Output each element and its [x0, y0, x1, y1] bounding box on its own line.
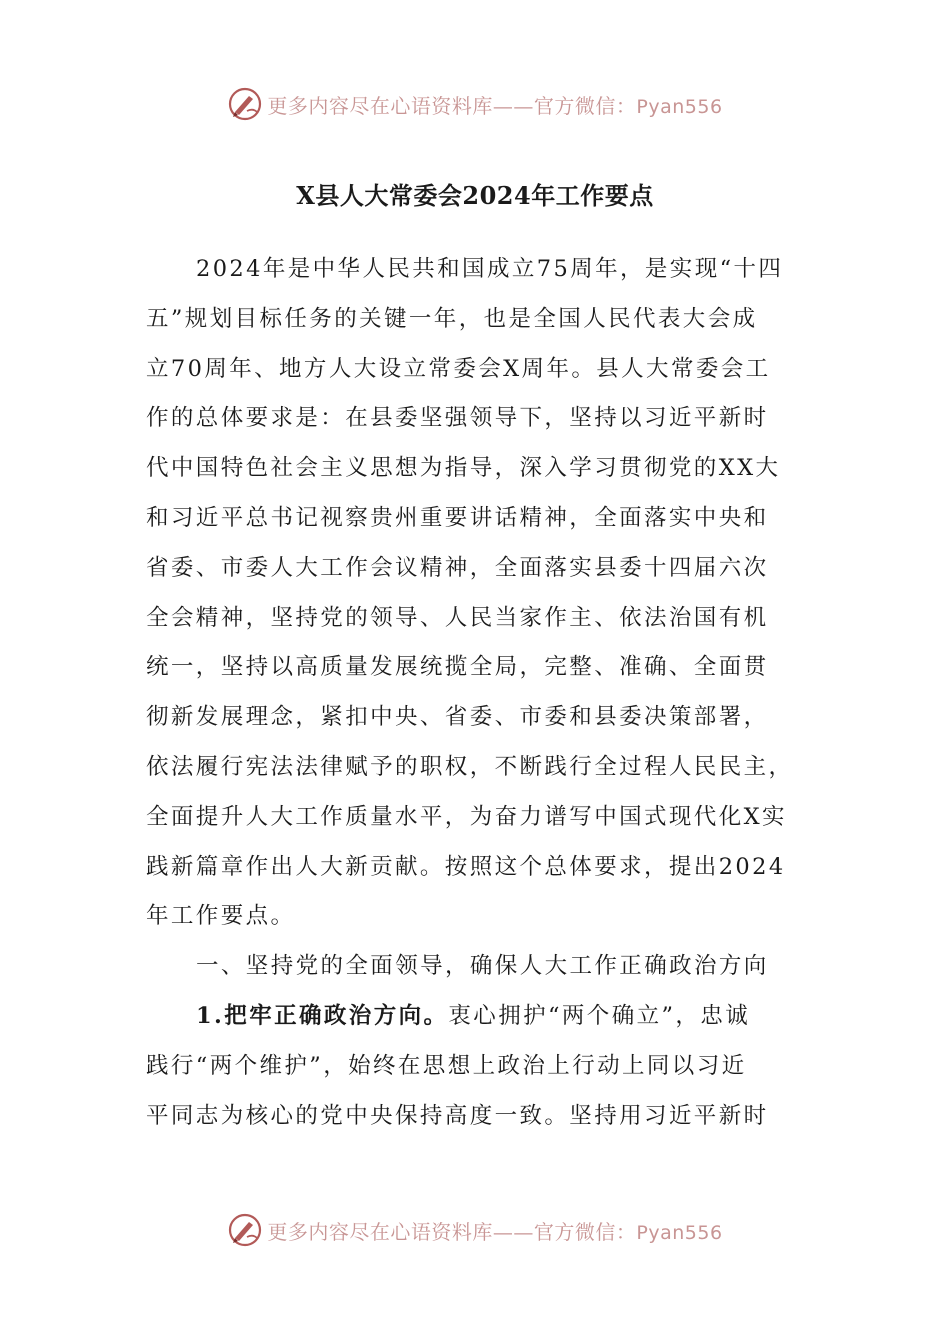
- paragraph-line: 五”规划目标任务的关键一年，也是全国人民代表大会成: [146, 305, 758, 332]
- item-1-text: 衷心拥护“两个确立”，忠诚: [448, 1002, 751, 1029]
- paragraph-line: 立70周年、地方人大设立常委会X周年。县人大常委会工: [146, 355, 771, 382]
- paragraph-line: 践新篇章作出人大新贡献。按照这个总体要求，提出2024: [146, 853, 786, 880]
- paragraph-line: 彻新发展理念，紧扣中央、省委、市委和县委决策部署，: [146, 704, 769, 731]
- paragraph-line: 全面提升人大工作质量水平，为奋力谱写中国式现代化X实: [146, 803, 787, 830]
- paragraph-line: 作的总体要求是：在县委坚强领导下，坚持以习近平新时: [146, 405, 769, 432]
- watermark-text: 更多内容尽在心语资料库——官方微信：Pyan556: [267, 1219, 723, 1244]
- paragraph-line: 和习近平总书记视察贵州重要讲话精神，全面落实中央和: [146, 504, 769, 531]
- paragraph-line: 依法履行宪法法律赋予的职权，不断践行全过程人民民主，: [146, 753, 794, 780]
- paragraph-line: 2024年是中华人民共和国成立75周年，是实现“十四: [196, 256, 784, 282]
- item-1-line: [146, 992, 806, 1042]
- pen-circle-icon: [227, 1212, 263, 1248]
- watermark-banner-top: [0, 84, 950, 124]
- watermark-text: 更多内容尽在心语资料库——官方微信：Pyan556: [267, 93, 723, 118]
- paragraph-line: 平同志为核心的党中央保持高度一致。坚持用习近平新时: [146, 1102, 769, 1129]
- paragraph-line: 统一，坚持以高质量发展统揽全局，完整、准确、全面贯: [146, 654, 769, 681]
- pen-circle-icon: [227, 86, 263, 122]
- paragraph-line: 全会精神，坚持党的领导、人民当家作主、依法治国有机: [146, 604, 769, 631]
- paragraph-line: 践行“两个维护”，始终在思想上政治上行动上同以习近: [146, 1052, 747, 1079]
- section-heading: 一、坚持党的全面领导，确保人大工作正确政治方向: [196, 953, 769, 980]
- paragraph-line: 省委、市委人大工作会议精神，全面落实县委十四届六次: [146, 554, 769, 581]
- item-1-label: 1.把牢正确政治方向。: [196, 1002, 449, 1029]
- watermark-banner-bottom: [0, 1210, 950, 1250]
- document-body: [146, 245, 806, 1141]
- document-title: X县人大常委会2024年工作要点: [296, 181, 654, 210]
- paragraph-line: 年工作要点。: [146, 903, 296, 930]
- paragraph-line: 代中国特色社会主义思想为指导，深入学习贯彻党的XX大: [146, 455, 781, 482]
